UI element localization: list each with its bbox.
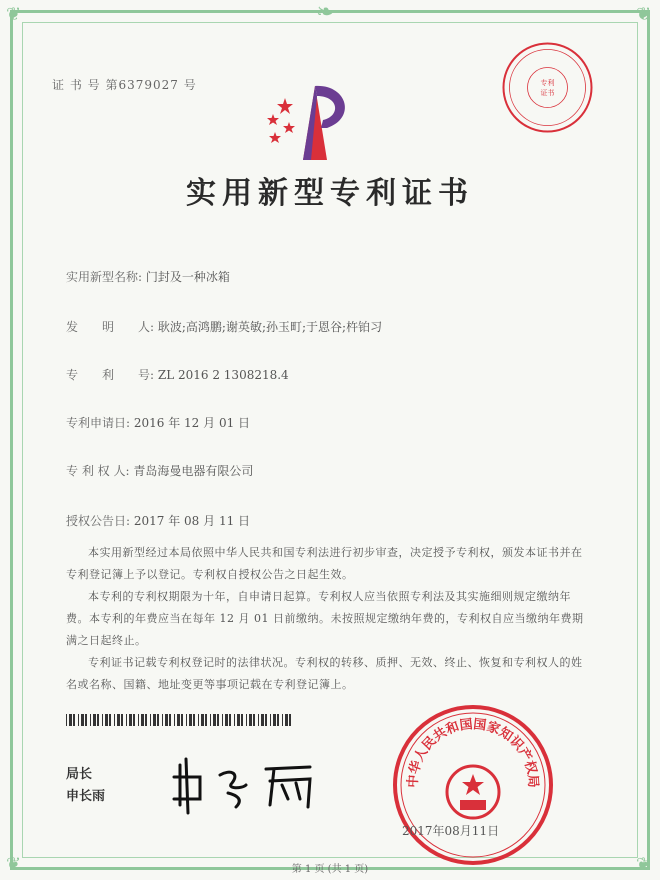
field-utility-model-name	[66, 268, 230, 285]
seal-text: 中华人民共和国国家知识产权局	[405, 717, 541, 789]
field-value: 门封及一种冰箱	[145, 270, 230, 284]
field-label: 授权公告日:	[66, 514, 131, 528]
certificate-body	[66, 542, 586, 696]
director-block	[66, 764, 105, 808]
field-value: 青岛海曼电器有限公司	[133, 464, 254, 478]
body-paragraph: 专利证书记载专利权登记时的法律状况。专利权的转移、质押、无效、终止、恢复和专利权人的姓名或名称、国籍、地址变更等事项记载在专利登记簿上。	[66, 656, 583, 691]
corner-ornament-icon: ❦	[636, 854, 652, 875]
field-patentee	[66, 462, 253, 479]
field-value: 耿波;高鸿鹏;谢英敏;孙玉町;于恩谷;杵铂习	[157, 320, 383, 334]
signature-icon	[170, 755, 330, 815]
svg-text:证书: 证书	[540, 89, 555, 97]
field-label: 专 利 权 人:	[66, 464, 130, 478]
director-title: 局长	[66, 767, 93, 782]
top-seal-icon	[500, 40, 595, 135]
field-label: 专利申请日:	[66, 416, 131, 430]
official-seal-icon	[388, 700, 558, 870]
cnipa-emblem-icon	[255, 78, 365, 168]
barcode-icon	[66, 714, 296, 726]
field-patent-number	[66, 366, 289, 383]
field-value: ZL 2016 2 1308218.4	[157, 368, 289, 382]
corner-ornament-icon: ❦	[6, 854, 22, 875]
corner-ornament-icon: ❦	[636, 4, 652, 25]
certificate-number: 证 书 号 第6379027 号	[52, 78, 197, 92]
field-value: 2016 年 12 月 01 日	[133, 416, 251, 430]
field-label: 专 利 号:	[66, 368, 155, 382]
field-label: 实用新型名称:	[66, 270, 143, 284]
corner-ornament-icon: ❦	[6, 4, 22, 25]
stamp-date: 2017年08月11日	[402, 824, 500, 838]
field-filing-date	[66, 414, 250, 431]
field-inventor	[66, 318, 382, 335]
director-name: 申长雨	[66, 789, 106, 804]
field-grant-date	[66, 512, 250, 529]
certificate-title: 实用新型专利证书	[186, 176, 474, 211]
body-paragraph: 本实用新型经过本局依照中华人民共和国专利法进行初步审查，决定授予专利权，颁发本证书并在专利登记簿上予以登记。专利权自授权公告之日起生效。	[66, 546, 583, 581]
field-label: 发 明 人:	[66, 320, 155, 334]
field-value: 2017 年 08 月 11 日	[133, 514, 251, 528]
top-ornament-icon: ❧	[316, 0, 335, 25]
page-number: 第 1 页 (共 1 页)	[291, 864, 369, 875]
body-paragraph: 本专利的专利权期限为十年，自申请日起算。专利权人应当依照专利法及其实施细则规定缴纳年费。本专利的年费应当在每年 12 月 01 日前缴纳。未按照规定缴纳年费的，专利权自应当缴纳年费期满之日起终止。	[66, 590, 584, 647]
svg-text:专利: 专利	[540, 79, 555, 87]
